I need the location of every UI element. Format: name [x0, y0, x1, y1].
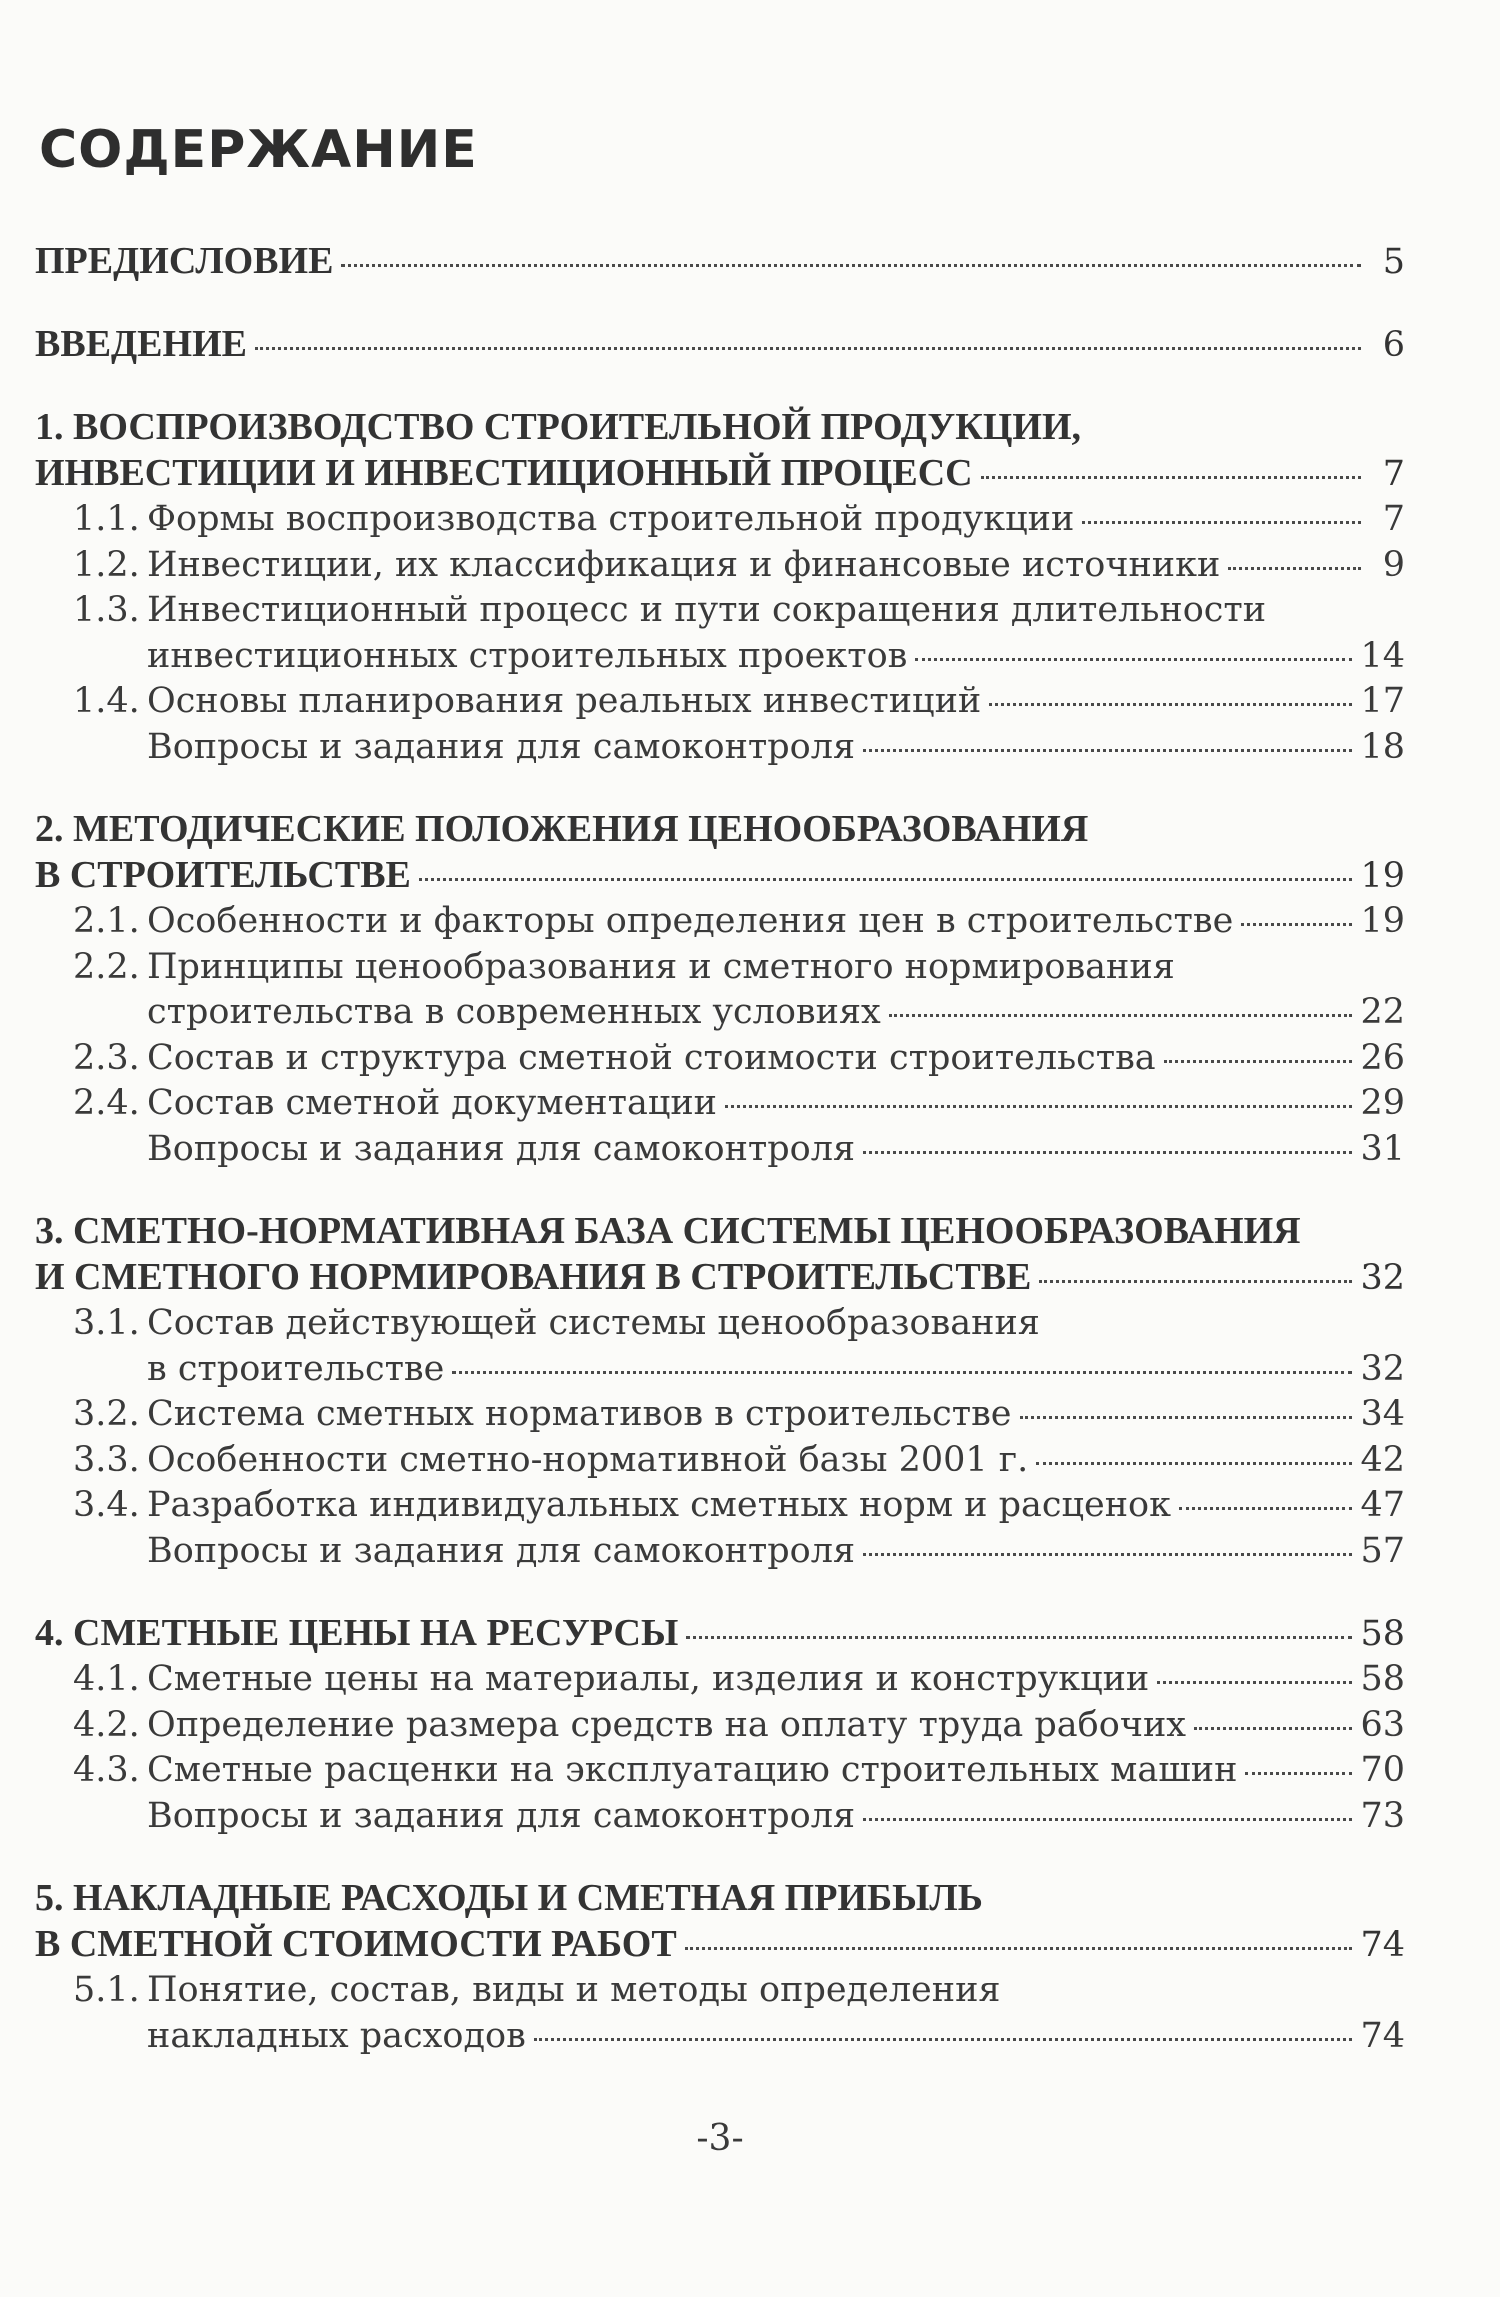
- toc-entry-text: Инвестиции, их классификация и финансовые источники: [147, 544, 1221, 585]
- page-number: -3-: [696, 2118, 744, 2159]
- dot-leader: [863, 1549, 1352, 1556]
- toc-entry-label: [147, 634, 907, 680]
- toc-entry-row: [35, 1036, 1405, 1082]
- toc-chapter-row: [35, 238, 1405, 285]
- toc-page-number: 47: [1360, 1485, 1405, 1525]
- toc-entry-row: [35, 1347, 1405, 1393]
- toc-entry-text: 2. МЕТОДИЧЕСКИЕ ПОЛОЖЕНИЯ ЦЕНООБРАЗОВАНИЯ: [35, 808, 1089, 850]
- toc-chapter-row: [35, 1208, 1405, 1254]
- dot-leader: [915, 654, 1352, 661]
- toc-page-number: 18: [1360, 726, 1405, 767]
- dot-leader: [863, 745, 1352, 752]
- dot-leader: [863, 1814, 1352, 1821]
- toc-entry-text: В СМЕТНОЙ СТОИМОСТИ РАБОТ: [35, 1923, 677, 1965]
- toc-section: [35, 1610, 1405, 1839]
- toc-entry-label: [35, 806, 1088, 852]
- toc-entry-row: [35, 543, 1405, 589]
- dot-leader: [1228, 563, 1361, 570]
- toc-entry-row: [35, 1438, 1405, 1484]
- toc-entry-row: [35, 725, 1405, 771]
- toc-entry-text: Вопросы и задания для самоконтроля: [147, 1530, 856, 1571]
- toc-entry-text: Понятие, состав, виды и методы определения: [147, 1970, 1001, 2010]
- dot-leader: [686, 1632, 1352, 1639]
- toc-entry-label: [35, 321, 247, 367]
- dot-leader: [889, 1010, 1353, 1017]
- toc-section: [35, 404, 1405, 770]
- toc-page-number: 42: [1360, 1439, 1405, 1480]
- toc-entry-row: [35, 1301, 1405, 1347]
- toc-page-number: 31: [1360, 1128, 1405, 1169]
- toc-page-number: 6: [1382, 325, 1405, 365]
- document-page: [35, 0, 1405, 2297]
- toc-page-number: 22: [1360, 992, 1405, 1032]
- toc-entry-label: [35, 1921, 677, 1967]
- toc-entry-row: [35, 899, 1405, 945]
- toc-entry-text: Особенности и факторы определения цен в строительстве: [147, 901, 1234, 941]
- toc-entry-label: [73, 1036, 1156, 1082]
- toc-entry-row: [35, 1703, 1405, 1749]
- dot-leader: [1245, 1768, 1352, 1775]
- toc-chapter-row: [35, 806, 1405, 852]
- toc-entry-label: [35, 404, 1081, 450]
- toc-entry-row: [35, 990, 1405, 1036]
- toc-entry-number: 1.4.: [73, 681, 140, 721]
- toc-entry-number: 4.3.: [73, 1750, 140, 1790]
- toc-section: [35, 806, 1405, 1172]
- toc-entry-number: 1.1.: [73, 499, 140, 539]
- toc-entry-text: инвестиционных строительных проектов: [147, 635, 908, 676]
- toc-entry-row: [35, 1657, 1405, 1703]
- dot-leader: [452, 1367, 1352, 1374]
- toc-entry-label: [147, 990, 881, 1036]
- toc-entry-label: [73, 1529, 855, 1575]
- toc-entry-label: [73, 1657, 1149, 1703]
- dot-leader: [1036, 1458, 1352, 1465]
- toc-entry-row: [35, 1529, 1405, 1575]
- toc-entry-row: [35, 588, 1405, 634]
- toc-page-number: 57: [1360, 1530, 1405, 1571]
- toc-page-number: 32: [1360, 1258, 1405, 1298]
- toc-entry-label: [73, 1081, 717, 1127]
- dot-leader: [1164, 1056, 1353, 1063]
- dot-leader: [981, 472, 1361, 479]
- toc-entry-label: [73, 497, 1074, 543]
- toc-entry-text: в строительстве: [147, 1348, 445, 1389]
- dot-leader: [725, 1101, 1352, 1108]
- toc-entry-text: Основы планирования реальных инвестиций: [147, 681, 982, 721]
- toc-entry-label: [35, 1254, 1031, 1300]
- dot-leader: [1241, 919, 1352, 926]
- toc-entry-row: [35, 1081, 1405, 1127]
- toc-entry-row: [35, 1392, 1405, 1438]
- toc-page-number: 26: [1360, 1037, 1405, 1078]
- dot-leader: [255, 343, 1361, 350]
- toc-entry-row: [35, 945, 1405, 991]
- toc-entry-label: [73, 1703, 1186, 1749]
- toc-entry-text: Система сметных нормативов в строительстве: [147, 1394, 1012, 1434]
- toc-section: [35, 238, 1405, 285]
- toc-entry-text: Особенности сметно-нормативной базы 2001 г.: [147, 1439, 1029, 1480]
- toc-entry-text: ИНВЕСТИЦИИ И ИНВЕСТИЦИОННЫЙ ПРОЦЕСС: [35, 452, 973, 494]
- toc-entry-label: [73, 899, 1233, 945]
- toc-page-number: 19: [1360, 856, 1405, 896]
- toc-entry-number: 3.2.: [73, 1394, 140, 1434]
- toc-entry-number: 3.1.: [73, 1303, 140, 1343]
- toc-chapter-row: [35, 321, 1405, 368]
- dot-leader: [1082, 517, 1361, 524]
- dot-leader: [863, 1147, 1352, 1154]
- dot-leader: [1157, 1677, 1352, 1684]
- toc-entry-label: [73, 1483, 1171, 1529]
- toc-chapter-row: [35, 1610, 1405, 1657]
- toc-entry-row: [35, 497, 1405, 543]
- toc-entry-text: Состав и структура сметной стоимости строительства: [147, 1037, 1156, 1078]
- toc-chapter-row: [35, 1921, 1405, 1968]
- toc-page-number: 19: [1360, 901, 1405, 941]
- toc-chapter-row: [35, 404, 1405, 450]
- toc-chapter-row: [35, 1254, 1405, 1301]
- toc-entry-label: [35, 1208, 1301, 1254]
- toc-entry-row: [35, 2014, 1405, 2060]
- toc-entry-label: [73, 588, 1266, 634]
- toc-page-number: 29: [1360, 1083, 1405, 1123]
- toc-entry-label: [35, 450, 973, 496]
- toc-page-number: 74: [1360, 1925, 1405, 1965]
- toc-entry-row: [35, 1794, 1405, 1840]
- toc-entry-label: [35, 1875, 983, 1921]
- toc-entry-number: 3.4.: [73, 1485, 140, 1525]
- toc-entry-text: И СМЕТНОГО НОРМИРОВАНИЯ В СТРОИТЕЛЬСТВЕ: [35, 1256, 1032, 1298]
- toc-entry-number: 5.1.: [73, 1970, 140, 2010]
- toc-entry-row: [35, 1968, 1405, 2014]
- toc-chapter-row: [35, 852, 1405, 899]
- toc-entry-label: [73, 945, 1175, 991]
- toc-page-number: 70: [1360, 1750, 1405, 1790]
- toc-entry-text: 1. ВОСПРОИЗВОДСТВО СТРОИТЕЛЬНОЙ ПРОДУКЦИИ,: [35, 406, 1082, 448]
- toc-entry-row: [35, 1483, 1405, 1529]
- toc-page-number: 5: [1382, 242, 1405, 282]
- toc-entry-label: [73, 1301, 1040, 1347]
- toc-chapter-row: [35, 1875, 1405, 1921]
- table-of-contents: [35, 238, 1405, 2095]
- toc-entry-label: [147, 1347, 444, 1393]
- toc-page-number: 58: [1360, 1614, 1405, 1654]
- toc-entry-label: [73, 725, 855, 771]
- toc-entry-number: 4.2.: [73, 1704, 140, 1745]
- toc-entry-text: Состав действующей системы ценообразования: [147, 1303, 1040, 1343]
- toc-entry-text: ВВЕДЕНИЕ: [35, 323, 247, 365]
- toc-entry-text: 4. СМЕТНЫЕ ЦЕНЫ НА РЕСУРСЫ: [35, 1612, 679, 1654]
- toc-entry-label: [35, 1610, 678, 1656]
- toc-entry-text: Вопросы и задания для самоконтроля: [147, 1795, 856, 1836]
- dot-leader: [685, 1943, 1353, 1950]
- toc-entry-number: 2.2.: [73, 946, 140, 987]
- toc-entry-text: накладных расходов: [147, 2015, 526, 2056]
- toc-entry-text: Инвестиционный процесс и пути сокращения длительности: [147, 590, 1267, 630]
- toc-entry-label: [73, 1968, 1001, 2014]
- toc-entry-number: 1.3.: [73, 590, 140, 630]
- toc-entry-number: 3.3.: [73, 1439, 140, 1480]
- dot-leader: [989, 699, 1352, 706]
- toc-page-number: 7: [1382, 454, 1405, 494]
- toc-entry-row: [35, 1127, 1405, 1173]
- toc-page-number: 14: [1360, 635, 1405, 676]
- dot-leader: [1179, 1503, 1352, 1510]
- toc-entry-number: 4.1.: [73, 1659, 140, 1699]
- toc-entry-text: ПРЕДИСЛОВИЕ: [35, 240, 334, 282]
- toc-entry-number: 2.1.: [73, 901, 140, 941]
- toc-entry-row: [35, 679, 1405, 725]
- dot-leader: [534, 2034, 1353, 2041]
- toc-entry-text: Вопросы и задания для самоконтроля: [147, 1128, 856, 1169]
- dot-leader: [1039, 1276, 1352, 1283]
- toc-entry-row: [35, 634, 1405, 680]
- page-title: СОДЕРЖАНИЕ: [39, 120, 478, 180]
- toc-entry-label: [73, 1438, 1028, 1484]
- toc-entry-text: Определение размера средств на оплату труда рабочих: [147, 1704, 1187, 1745]
- toc-entry-label: [73, 1794, 855, 1840]
- toc-entry-label: [147, 2014, 526, 2060]
- dot-leader: [341, 260, 1361, 267]
- toc-page-number: 17: [1360, 681, 1405, 721]
- toc-page-number: 34: [1360, 1394, 1405, 1434]
- toc-entry-text: строительства в современных условиях: [147, 992, 881, 1032]
- toc-entry-label: [35, 238, 333, 284]
- toc-entry-number: 2.3.: [73, 1037, 140, 1078]
- dot-leader: [419, 874, 1353, 881]
- toc-entry-text: Состав сметной документации: [147, 1083, 718, 1123]
- toc-entry-text: Вопросы и задания для самоконтроля: [147, 726, 856, 767]
- toc-section: [35, 1208, 1405, 1574]
- toc-page-number: 74: [1360, 2015, 1405, 2056]
- toc-page-number: 58: [1360, 1659, 1405, 1699]
- toc-section: [35, 1875, 1405, 2059]
- dot-leader: [1194, 1723, 1352, 1730]
- toc-entry-label: [73, 1127, 855, 1173]
- toc-entry-text: Формы воспроизводства строительной продукции: [147, 499, 1075, 539]
- toc-page-number: 9: [1382, 544, 1405, 585]
- toc-chapter-row: [35, 450, 1405, 497]
- toc-entry-text: Сметные цены на материалы, изделия и конструкции: [147, 1659, 1150, 1699]
- toc-page-number: 73: [1360, 1795, 1405, 1836]
- toc-entry-text: 5. НАКЛАДНЫЕ РАСХОДЫ И СМЕТНАЯ ПРИБЫЛЬ: [35, 1877, 983, 1919]
- toc-entry-text: Сметные расценки на эксплуатацию строительных машин: [147, 1750, 1238, 1790]
- toc-entry-number: 1.2.: [73, 544, 140, 585]
- toc-entry-number: 2.4.: [73, 1083, 140, 1123]
- toc-entry-text: Принципы ценообразования и сметного нормирования: [147, 946, 1175, 987]
- toc-page-number: 7: [1382, 499, 1405, 539]
- toc-entry-text: Разработка индивидуальных сметных норм и расценок: [147, 1485, 1171, 1525]
- toc-section: [35, 321, 1405, 368]
- toc-entry-text: 3. СМЕТНО-НОРМАТИВНАЯ БАЗА СИСТЕМЫ ЦЕНООБРАЗОВАНИЯ: [35, 1210, 1301, 1252]
- toc-entry-label: [73, 679, 981, 725]
- dot-leader: [1020, 1412, 1353, 1419]
- toc-page-number: 32: [1360, 1348, 1405, 1389]
- toc-entry-row: [35, 1748, 1405, 1794]
- toc-page-number: 63: [1360, 1704, 1405, 1745]
- toc-entry-label: [35, 852, 411, 898]
- toc-entry-label: [73, 1748, 1237, 1794]
- toc-entry-label: [73, 1392, 1012, 1438]
- toc-entry-label: [73, 543, 1220, 589]
- toc-entry-text: В СТРОИТЕЛЬСТВЕ: [35, 854, 411, 896]
